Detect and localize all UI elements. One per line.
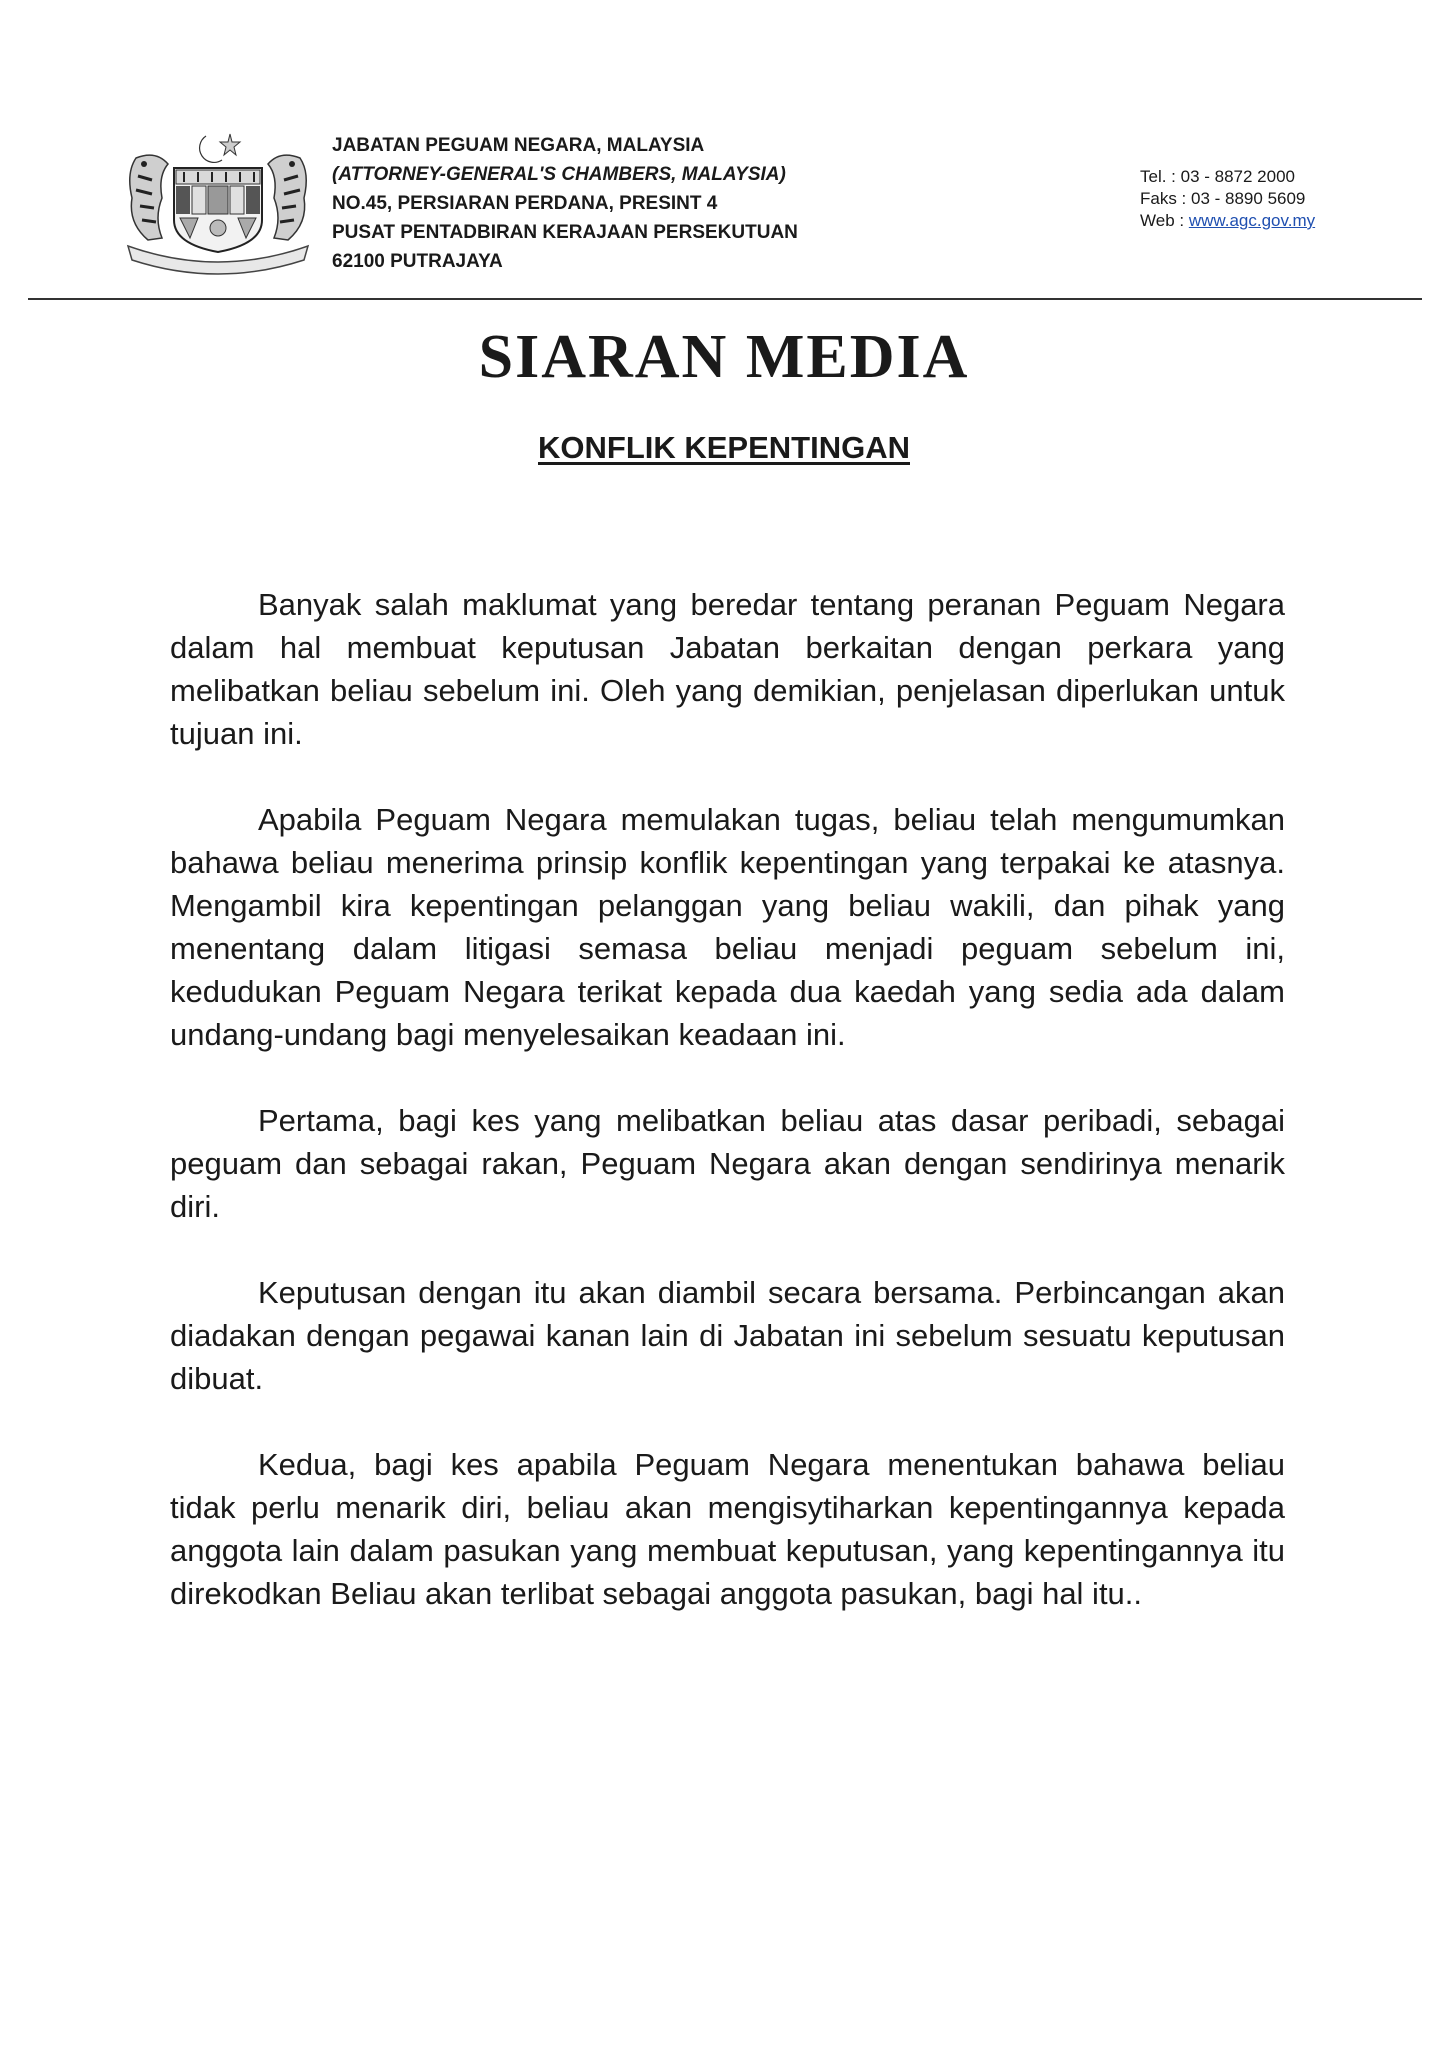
paragraph: Keputusan dengan itu akan diambil secara bersama. Perbincangan akan diadakan dengan pegawai kanan lain di Jabatan ini sebelum sesuatu keputusan dibuat. — [170, 1275, 1285, 1396]
org-name-english: (ATTORNEY-GENERAL'S CHAMBERS, MALAYSIA) — [332, 164, 786, 185]
website-label: Web : — [1140, 211, 1189, 230]
coat-of-arms-logo — [118, 128, 318, 278]
document-subtitle: KONFLIK KEPENTINGAN — [538, 430, 910, 465]
address-line-2: PUSAT PENTADBIRAN KERAJAAN PERSEKUTUAN — [332, 222, 798, 243]
paragraph: Kedua, bagi kes apabila Peguam Negara menentukan bahawa beliau tidak perlu menarik diri, beliau akan mengisytiharkan kepentingannya kepada anggota lain dalam pasukan yang membuat keputusan, yang kepentingannya itu direkodkan Beliau akan terlibat sebagai anggota pasukan, bagi hal itu.. — [170, 1447, 1285, 1611]
website — [1140, 210, 1400, 232]
paragraph: Apabila Peguam Negara memulakan tugas, beliau telah mengumumkan bahawa beliau menerima prinsip konflik kepentingan yang terpakai ke atasnya. Mengambil kira kepentingan pelanggan yang beliau wakili, dan pihak yang menentang dalam litigasi semasa beliau menjadi peguam sebelum ini, kedudukan Peguam Negara terikat kepada dua kaedah yang sedia ada dalam undang-undang bagi menyelesaikan keadaan ini. — [170, 802, 1285, 1052]
paragraph: Banyak salah maklumat yang beredar tentang peranan Peguam Negara dalam hal membuat keputusan Jabatan berkaitan dengan perkara yang melibatkan beliau sebelum ini. Oleh yang demikian, penjelasan diperlukan untuk tujuan ini. — [170, 587, 1285, 751]
document-title: SIARAN MEDIA — [478, 323, 970, 391]
header-divider — [28, 298, 1422, 300]
org-name-malay: JABATAN PEGUAM NEGARA, MALAYSIA — [332, 135, 705, 156]
address-line-3: 62100 PUTRAJAYA — [332, 251, 503, 272]
website-link[interactable]: www.agc.gov.my — [1188, 211, 1316, 230]
telephone-number: Tel. : 03 - 8872 2000 — [1140, 167, 1296, 186]
paragraph: Pertama, bagi kes yang melibatkan beliau atas dasar peribadi, sebagai peguam dan sebagai rakan, Peguam Negara akan dengan sendirinya menarik diri. — [170, 1103, 1285, 1224]
document-body — [170, 583, 1285, 1658]
fax-number: Faks : 03 - 8890 5609 — [1140, 189, 1306, 208]
contact-info — [1140, 166, 1400, 232]
organisation-address — [332, 131, 892, 276]
address-line-1: NO.45, PERSIARAN PERDANA, PRESINT 4 — [332, 193, 718, 214]
